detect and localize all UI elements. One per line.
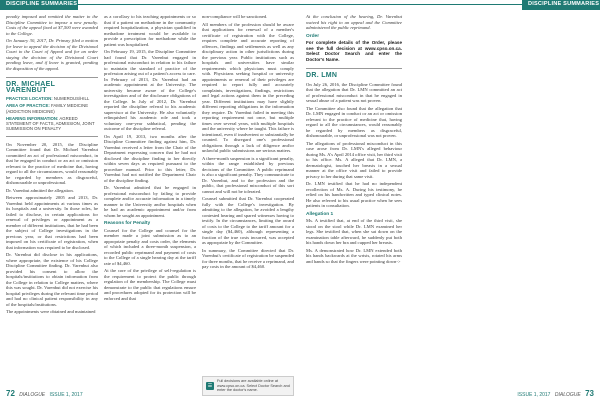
issue-label: ISSUE 1, 2017 [49,392,83,398]
meta-key: HEARING INFORMATION: [6,115,59,121]
body-paragraph: The allegations of professional misconduct in this case arose from Dr. LMN's alleged behaviour during Ms. A's April 2014 office visit, her third visit to his office. Ms. A alleged that Dr. LMN, a dermatologist, touched her breasts in a sexual manner at the office visit and failed to provide privacy to her during that same visit. [306,140,402,179]
body-paragraph: A three-month suspension is a significant penalty, within the range established by previous decisions of the Committee. A public reprimand is also a significant penalty. They communicate to Dr. Varenbut, and to the profession and the public, that professional misconduct of this sort cannot and will not be tolerated. [202,155,294,194]
allegation-heading: Allegation 1 [306,211,334,217]
section-band-left [0,0,78,10]
meta-practice-location [6,96,98,101]
body-paragraph: On July 26, 2016, the Discipline Committee found that the allegation that Dr. LMN committed an act of professional misconduct in that he engaged in sexual abuse of a patient was not proven. [306,81,402,103]
reasons-heading: Reasons for Penalty [104,221,151,226]
body-paragraph: Dr. Varenbut admitted the allegation. [6,187,74,193]
right-page [300,0,600,401]
page-number: 72 [6,389,15,398]
order-heading: Order [306,33,320,39]
section-label-left: DISCIPLINE SUMMARIES [6,1,78,7]
body-paragraph: On November 20, 2015, the Discipline Committee found that Dr. Michael Varenbut committed an act of professional misconduct, in that he engaged in conduct or an act or omission relevant to the practice of medicine that, having regard to all the circumstances, would reasonably be regarded by members as disgraceful, dishonourable or unprofessional. [6,141,98,186]
body-paragraph: Ms. A testified that, at end of the third visit, she stood on the stool while Dr. LMN examined her legs. She testified that, when she sat down on the examination table afterward, he suddenly put both his hands down her bra and cupped her breasts. [306,218,402,245]
body-paragraph: non-compliance will be sanctioned. [202,14,268,19]
meta-value: NUMEROUS/HILL [53,96,90,101]
body-paragraph: The appointments were obtained and maintained [6,309,96,315]
meta-area-of-practice [6,103,98,114]
section-band-right [522,0,600,10]
body-paragraph: Between approximately 2005 and 2013, Dr. Varenbut held appointments at various times as its hospitals and a university. In those roles, he failed to disclose, in certain applications for renewal of privileges or appointment as a member of different institutions, that he had been the subject of College investigations in the previous year, or that restrictions had been imposed on his certificate of registration, when that information was required to be disclosed. [6,195,98,250]
body-paragraph: On February 19, 2015, the Discipline Committee had found that Dr. Varenbut engaged in professional misconduct in relation to his failure to maintain the standard of practice of the profession arising out of a patient's access to care. In February of 2013, Dr. Varenbut had an academic appointment at the University. The university became aware of the College's investigation and of the disclosure obligations of the College. In July of 2012, Dr. Varenbut reported the discipline referral to his academic supervisor at the University. He also voluntarily relinquished his academic role and took a voluntary one-year sabbatical, pending the outcome of the discipline referral. [104,49,196,131]
note-text: Full decisions are available online at www.cpso.on.ca. Select Doctor Search and enter the doctor's name. [217,379,290,393]
section-label-right: DISCIPLINE SUMMARIES [528,1,600,7]
full-decision-note [202,376,294,396]
body-paragraph: On April 19, 2013, two months after the Discipline Committee finding against him, Dr. Varenbut received a letter from the Chair of the Department expressing concern that he had not disclosed the discipline finding to her directly within seven days as required pursuant to the procedure manual. Prior to this letter, Dr. Varenbut had not notified the Department Chair of the discipline finding. [104,133,196,183]
header-rule-right [300,4,522,5]
right-column-1 [306,14,402,266]
meta-key: PRACTICE LOCATION: [6,96,53,101]
order-text: For complete details of the Order, please see the full decision at www.cpso.on.ca. Select Doctor Search and enter the Doctor's Name. [306,40,402,62]
meta-value: FAMILY MEDICINE (ADDICTION MEDICINE) [6,103,89,114]
meta-value: AGREED STATEMENT OF FACTS, ADMISSION, JOINT SUBMISSION ON PENALTY [6,115,95,132]
intro-paragraph: At the conclusion of the hearing, Dr. Varenbut waived his right to an appeal and the Committee administered the public reprimand. [306,14,402,30]
doctor-name-heading: DR. LMN [306,68,402,79]
left-column-2 [104,14,196,303]
body-paragraph: At the core of the privilege of self-regulation is the requirement to protect the public through regulation of the membership. The College must demonstrate to the public that regulations ensure and procedures adopted for its protection will be enforced and that [104,268,196,301]
body-paragraph: as a corollary to his teaching appointments or so that if a patient on methadone in the community required hospitalization, a physician qualified in methadone treatment would be available to provide a prescription for methadone while the patient was hospitalized. [104,14,196,47]
footer-left [6,389,83,398]
magazine-name: DIALOGUE [554,392,581,398]
body-paragraph: Counsel for the College and counsel for the member made a joint submission as to an appropriate penalty and costs order, the elements of which included a three-month suspension, a recorded public reprimand and payment of costs to the College of a single hearing day at the tariff rate of $4,460. [104,227,196,266]
document-icon: ☰ [207,382,213,389]
body-paragraph: Dr. Varenbut admitted that he engaged in professional misconduct by failing to provide complete and/or accurate information in a timely manner to the University and/or hospitals when he had an academic appointment and/or from whom he sought an appointment. [104,185,196,218]
doctor-name-heading: DR. MICHAEL VARENBUT [6,77,98,93]
intro-paragraph: penalty imposed and remitted the matter to the Discipline Committee to impose a new penalty. Costs of the appeal fixed at $7,500 were awarded to the College. [6,14,98,36]
meta-key: AREA OF PRACTICE: [6,103,50,109]
left-column-1 [6,14,98,317]
magazine-name: DIALOGUE [19,392,46,398]
body-paragraph: Counsel submitted that Dr. Varenbut cooperated fully with the College's investigation. By admitting to the allegation, he avoided a lengthy contested hearing and spared witnesses having to testify. In the circumstances, limiting the award of costs to the College to the tariff amount for a single day ($4,460), although representing a fraction of the true costs incurred, was accepted as appropriate by the Committee. [202,196,294,245]
body-paragraph: Ms. A demonstrated how Dr. LMN extended both his hands backwards at the wrists, rotated his arms and hands so that the fingers were pointing down-> [306,247,402,264]
footer-right [517,389,594,398]
header-rule-left [78,4,300,5]
body-paragraph: In summary, the Committee directed that Dr. Varenbut's certificate of registration be suspended for three months, that he receive a reprimand, and pay costs in the amount of $4,460. [202,247,294,269]
intro-paragraph: On January 30, 2017, Dr. Prinsny filed a motion for leave to appeal the decision of the Divisional Court to the Court of Appeal and for an order staying the decision of the Divisional Court pending leave, and if leave is granted, pending the disposition of the appeal. [6,38,98,71]
body-paragraph: Dr. Varenbut did disclose in his applications, where appropriate, the existence of his College Discipline Committee finding. Dr. Varenbut also provided his consent to allow the hospitals/institutions to obtain information from the College in relation to College matters, where this was sought. Dr. Varenbut did not exercise his hospital privileges during the relevant time period and had no clinical patient responsibility in any of the hospitals/institutions. [6,252,98,307]
issue-label: ISSUE 1, 2017 [517,392,551,398]
meta-divider [6,136,98,137]
body-paragraph: The Committee also found that the allegation that Dr. LMN engaged in conduct or an act or omission relevant to the practice of medicine that, having regard to all the circumstances, would reasonably be regarded by members as disgraceful, dishonourable, or unprofessional was not proven. [306,105,402,138]
left-column-3 [202,14,294,272]
meta-hearing-information [6,116,98,132]
body-paragraph: All members of the profession should be aware that applications for renewal of a member's certificate of registration with the College, requires complete and accurate reporting of offences, findings and settlements as well as any disciplinary action in other jurisdictions during the previous year. Public institutions such as hospitals and universities have similar requirements which physicians must comply with. Physicians seeking hospital or university appointments or renewal of their privileges are required to report fully and accurately complaints, investigations, findings, restrictions and legal actions against them in the preceding year. Different institutions may have slightly different reporting obligations in the information they require. Dr. Varenbut failed in meeting this reporting requirement not once, but multiple times over several years, with multiple hospitals and the university where he taught. This failure is intentional, even if inadvertent or substantially be counted. To disregard one's professional obligations through a lack of diligence and/or unlawful public submissions are serious matters. [202,21,294,153]
body-paragraph: Dr. LMN testified that he had no independent recollection of Ms. A. During his testimony, he relied on his handwritten and typed clinical notes. He also referred to his usual practice when he sees patients in consultation. [306,181,402,208]
page-number: 73 [585,389,594,398]
